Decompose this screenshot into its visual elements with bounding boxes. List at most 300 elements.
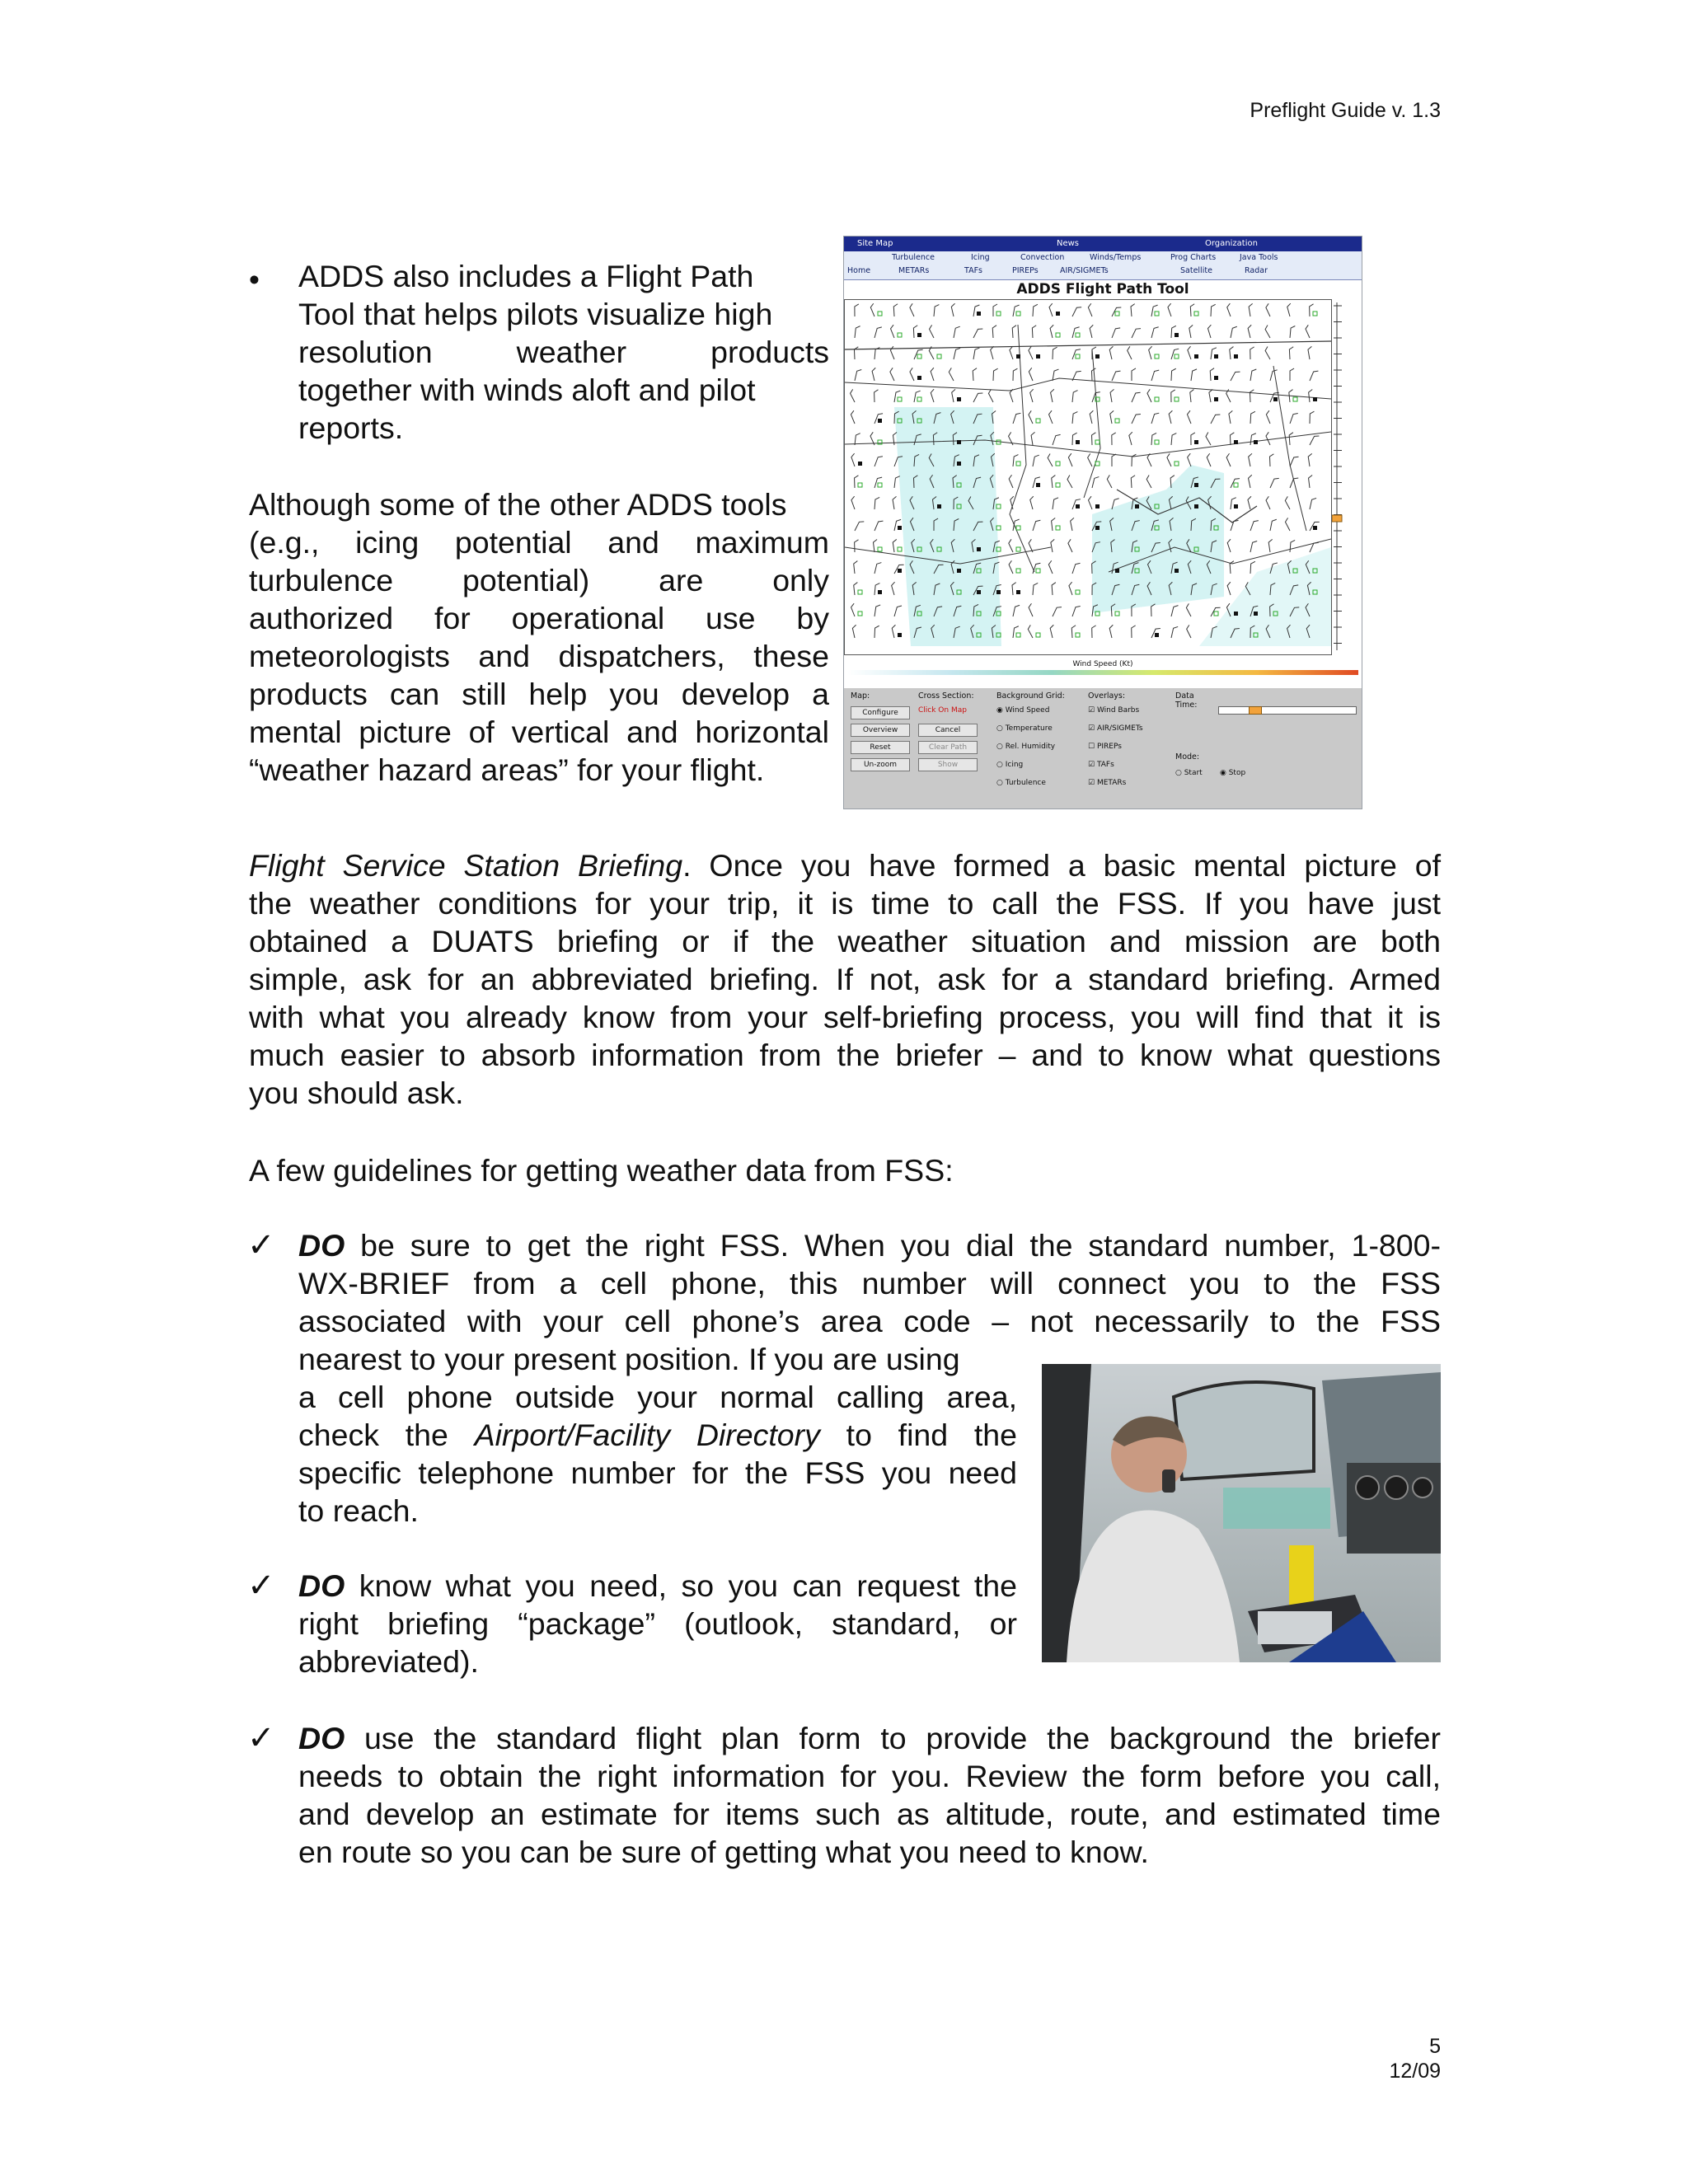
station-marker xyxy=(1076,440,1080,444)
wind-barb xyxy=(1028,603,1037,616)
wind-barb xyxy=(1185,625,1194,638)
fss-briefing-first-line: . Once you have formed a basic mental picture of xyxy=(682,848,1441,883)
wind-barb xyxy=(1087,496,1095,509)
bullet-glyph: • xyxy=(249,263,260,297)
station-marker xyxy=(878,547,882,551)
station-marker xyxy=(1234,483,1238,487)
cancel-button[interactable]: Cancel xyxy=(918,724,978,737)
wind-barb xyxy=(1072,562,1081,575)
wind-barb xyxy=(1205,433,1215,445)
mode-label: Mode: xyxy=(1175,752,1200,762)
text-line xyxy=(298,1226,1441,1264)
wind-barb xyxy=(951,303,958,316)
wind-barb xyxy=(1072,605,1081,618)
text-line: with what you already know from your self-briefing process, you will find that it is xyxy=(249,1000,1441,1034)
text-line: simple, ask for an abbreviated briefing. If not, ask for a standard briefing. Armed xyxy=(249,962,1441,996)
data-time-label: Data Time: xyxy=(1175,691,1198,710)
wind-barb xyxy=(1013,412,1020,425)
station-marker xyxy=(1115,312,1119,316)
wind-barb xyxy=(1131,476,1136,488)
station-marker xyxy=(1194,440,1198,444)
wind-barb xyxy=(1308,476,1314,488)
overlay-option[interactable]: ☑ METARs xyxy=(1088,779,1127,787)
station-marker xyxy=(878,312,882,316)
wind-barb xyxy=(992,326,997,338)
wind-barb xyxy=(855,540,859,552)
wind-barb xyxy=(1171,368,1176,381)
wind-barb xyxy=(1226,539,1234,552)
text-line: right briefing “package” (outlook, standard, or xyxy=(298,1606,1017,1641)
wind-barb xyxy=(1126,346,1135,359)
wind-barb xyxy=(1231,370,1240,383)
checkmark-icon: ✓ xyxy=(247,1568,275,1604)
wind-barb xyxy=(1151,433,1156,445)
wind-barb xyxy=(1050,389,1057,402)
mode-option-label: Start xyxy=(1184,769,1203,777)
text-line: turbulence potential) are only xyxy=(249,563,829,598)
wind-barb xyxy=(1166,453,1175,466)
wind-barb xyxy=(1250,347,1254,359)
overview-button[interactable]: Overview xyxy=(851,724,910,737)
station-marker xyxy=(1254,440,1258,444)
station-marker xyxy=(1194,312,1198,316)
altitude-scale xyxy=(1332,299,1360,654)
text-line: meteorologists and dispatchers, these xyxy=(249,639,829,673)
wind-barb xyxy=(1013,604,1020,617)
wind-barb xyxy=(874,326,882,340)
altitude-selector[interactable] xyxy=(1332,515,1342,522)
wind-barb xyxy=(1211,413,1220,426)
station-marker xyxy=(996,590,1001,594)
checkmark-icon: ✓ xyxy=(247,1720,275,1756)
pilot-cell-phone-photo xyxy=(1042,1364,1441,1662)
station-marker xyxy=(1155,397,1159,401)
station-marker xyxy=(898,633,902,637)
wind-barb xyxy=(1106,475,1116,488)
wind-barb xyxy=(1131,304,1136,316)
wind-barb xyxy=(1068,582,1076,595)
station-marker xyxy=(1175,333,1179,337)
fss-briefing-lead: Flight Service Station Briefing xyxy=(249,848,683,883)
station-marker xyxy=(898,569,902,573)
adds-nav-site-map: Site Map xyxy=(857,239,893,248)
wind-barb xyxy=(1070,518,1076,531)
station-marker xyxy=(1234,354,1238,359)
overlay-option[interactable]: ☑ Wind Barbs xyxy=(1088,706,1140,715)
wind-barb xyxy=(1031,432,1037,445)
station-marker xyxy=(1056,483,1060,487)
station-marker xyxy=(957,462,961,466)
station-marker xyxy=(1056,526,1060,530)
wind-barb xyxy=(1008,475,1017,488)
wind-barb xyxy=(909,303,918,316)
wind-barb xyxy=(1013,368,1017,381)
wind-barb xyxy=(874,412,883,425)
footer xyxy=(1389,2034,1441,2083)
running-header: Preflight Guide v. 1.3 xyxy=(1250,99,1441,122)
wind-barb xyxy=(889,368,898,381)
do-label: DO xyxy=(298,1568,345,1603)
wind-barb xyxy=(893,496,898,509)
wind-barb xyxy=(1289,347,1294,359)
wind-barb xyxy=(973,391,982,405)
adds-tab: Turbulence xyxy=(892,253,935,262)
wind-barb xyxy=(1067,476,1076,488)
item-text: know what you need, so you can request the xyxy=(345,1568,1017,1603)
wind-barb xyxy=(851,496,859,509)
wind-barb xyxy=(1027,625,1037,638)
wind-barb xyxy=(1310,497,1316,510)
station-marker xyxy=(1273,397,1278,401)
station-marker xyxy=(858,590,862,594)
station-marker xyxy=(1095,526,1100,530)
wind-barb xyxy=(1109,625,1115,638)
wind-barb xyxy=(1013,626,1019,639)
text-line: resolution weather products xyxy=(298,335,829,369)
wind-barb xyxy=(1191,368,1197,382)
wind-barb xyxy=(1048,303,1057,316)
do-item-right-fss xyxy=(298,1226,1441,1340)
wind-barb xyxy=(1132,368,1136,381)
wind-barb xyxy=(871,368,878,381)
wind-barb xyxy=(1167,303,1175,316)
text-line: specific telephone number for the FSS you need xyxy=(298,1455,1017,1490)
overlays-label: Overlays: xyxy=(1088,691,1126,701)
station-marker xyxy=(1214,397,1218,401)
wind-barb xyxy=(1171,604,1178,617)
click-on-map-text: Click On Map xyxy=(918,706,967,715)
wind-barb xyxy=(1151,369,1159,382)
station-marker xyxy=(858,462,862,466)
adds-tab: Icing xyxy=(971,253,990,262)
station-marker xyxy=(1175,354,1179,359)
wind-barb xyxy=(1146,453,1156,466)
wind-barb xyxy=(987,389,996,402)
wind-barb xyxy=(1028,346,1037,359)
checkmark-icon: ✓ xyxy=(247,1227,275,1263)
wind-barb xyxy=(1013,454,1018,466)
item-text: check the xyxy=(298,1418,475,1452)
station-marker xyxy=(957,569,961,573)
station-marker xyxy=(898,526,902,530)
station-marker xyxy=(1036,354,1040,359)
station-marker xyxy=(1036,419,1040,423)
adds-tab: METARs xyxy=(898,266,930,275)
wind-barb xyxy=(1269,454,1274,466)
station-marker xyxy=(1293,397,1297,401)
text-line: “weather hazard areas” for your flight. xyxy=(249,752,765,787)
mode-option-label: Stop xyxy=(1228,769,1246,777)
station-marker xyxy=(858,612,862,616)
wind-barb xyxy=(1206,453,1215,466)
wind-barb xyxy=(851,453,859,466)
wind-barb xyxy=(934,304,939,316)
adds-tools-paragraph xyxy=(249,485,829,789)
wind-barb xyxy=(1009,346,1017,359)
configure-button[interactable]: Configure xyxy=(851,706,910,719)
overlay-option-label: Wind Barbs xyxy=(1096,706,1140,715)
show-button[interactable]: Show xyxy=(918,758,978,771)
wind-barb xyxy=(1284,496,1294,509)
station-marker xyxy=(1175,569,1179,573)
wind-barb-map-graphic xyxy=(845,300,1331,654)
station-marker xyxy=(1016,633,1020,637)
adds-tab: Winds/Temps xyxy=(1090,253,1142,262)
station-marker xyxy=(1016,354,1020,359)
wind-barb xyxy=(1067,453,1076,466)
grid-option-label: Turbulence xyxy=(1005,779,1046,787)
wind-barb xyxy=(874,497,879,509)
station-marker xyxy=(1214,376,1218,380)
wind-barb xyxy=(1092,476,1099,489)
wind-barb xyxy=(1146,475,1156,488)
wind-barb xyxy=(1189,325,1195,338)
text-line: abbreviated). xyxy=(298,1644,479,1679)
wind-barb xyxy=(1265,496,1274,509)
text-line: Tool that helps pilots visualize high xyxy=(298,297,773,331)
wind-barb xyxy=(1033,519,1040,532)
station-marker xyxy=(1076,590,1080,594)
wind-barb xyxy=(1048,410,1056,424)
text-line xyxy=(298,1719,1441,1757)
adds-tab: Satellite xyxy=(1180,266,1212,275)
adds-tool-title: ADDS Flight Path Tool xyxy=(1016,281,1189,298)
wind-barb xyxy=(1310,411,1314,424)
station-marker xyxy=(1095,504,1100,509)
altitude-scale-graphic xyxy=(1332,299,1360,654)
wind-barb xyxy=(928,325,937,338)
data-time-slider[interactable] xyxy=(1218,706,1357,715)
wind-barb xyxy=(1270,369,1278,382)
wind-barb xyxy=(1132,626,1136,638)
wind-barb xyxy=(1087,303,1095,316)
station-marker xyxy=(878,590,882,594)
station-marker xyxy=(1135,504,1139,509)
data-time-slider-handle[interactable] xyxy=(1249,706,1262,715)
station-marker xyxy=(878,483,882,487)
station-marker xyxy=(1115,612,1119,616)
station-marker xyxy=(1313,526,1317,530)
station-marker xyxy=(1076,633,1080,637)
grid-option[interactable]: ○ Icing xyxy=(996,761,1024,769)
wind-barb xyxy=(1048,560,1056,574)
wind-barb xyxy=(1008,560,1017,574)
wind-barb xyxy=(1148,346,1156,359)
wind-barb xyxy=(973,368,978,381)
station-marker xyxy=(917,354,921,359)
wind-barb xyxy=(1250,540,1257,553)
wind-barb xyxy=(973,327,982,340)
grid-option[interactable]: ○ Temperature xyxy=(996,724,1053,733)
wind-barb xyxy=(1132,326,1141,340)
wind-barb xyxy=(954,326,960,339)
wind-barb xyxy=(1250,390,1254,402)
station-marker xyxy=(1234,440,1238,444)
adds-tab: PIREPs xyxy=(1012,266,1039,275)
wind-barb xyxy=(1072,390,1078,402)
station-marker xyxy=(878,419,882,423)
wind-barb xyxy=(1231,519,1239,532)
station-marker xyxy=(1194,354,1198,359)
wind-barb xyxy=(1211,606,1221,619)
wind-barb xyxy=(1310,369,1318,382)
text-line: a cell phone outside your normal calling area, xyxy=(298,1380,1017,1414)
station-marker xyxy=(1254,612,1258,616)
mode-option[interactable]: ○ Start xyxy=(1175,769,1203,777)
station-marker xyxy=(996,312,1001,316)
wind-barb xyxy=(948,368,958,381)
adds-control-panel xyxy=(844,688,1362,808)
background-grid-label: Background Grid: xyxy=(996,691,1065,701)
wind-barb xyxy=(1086,453,1095,466)
wind-barb xyxy=(1151,326,1159,340)
wind-barb xyxy=(1053,434,1061,447)
station-marker xyxy=(1016,526,1020,530)
text-line xyxy=(298,1416,1017,1454)
wind-barb xyxy=(1207,325,1215,338)
wind-barb xyxy=(973,347,979,360)
mode-option[interactable]: ◉ Stop xyxy=(1220,769,1246,777)
wind-barb xyxy=(1112,369,1120,382)
text-line: needs to obtain the right information for you. Review the form before you call, xyxy=(298,1759,1441,1793)
station-marker xyxy=(1056,333,1060,337)
wind-barb xyxy=(855,304,859,316)
grid-option[interactable]: ○ Turbulence xyxy=(996,779,1046,787)
wind-barb xyxy=(1290,412,1298,425)
wind-barb xyxy=(1151,604,1156,616)
station-marker xyxy=(1194,483,1198,487)
wind-barb xyxy=(870,303,878,316)
station-marker xyxy=(1175,397,1179,401)
wind-barb xyxy=(1012,326,1017,338)
wind-barb xyxy=(874,561,881,574)
wind-barb xyxy=(1265,303,1274,316)
wind-barb xyxy=(1308,390,1314,402)
wind-barb xyxy=(1305,325,1314,338)
wind-barb xyxy=(930,389,937,402)
wind-barb xyxy=(1226,453,1235,466)
grid-option[interactable]: ○ Rel. Humidity xyxy=(996,743,1056,751)
grid-option[interactable]: ◉ Wind Speed xyxy=(996,706,1050,715)
text-line: reports. xyxy=(298,410,404,445)
adds-tab: Java Tools xyxy=(1240,253,1278,262)
wind-barb xyxy=(1268,539,1274,552)
item-text: to find the xyxy=(819,1418,1018,1452)
station-marker xyxy=(1234,612,1238,616)
wind-barb xyxy=(1231,326,1237,339)
station-marker xyxy=(1214,612,1218,616)
wind-barb xyxy=(1250,411,1255,424)
station-marker xyxy=(1036,569,1040,573)
wind-barb xyxy=(1033,583,1038,595)
wind-barb xyxy=(850,603,858,616)
text-line: obtained a DUATS briefing or if the weather situation and mission are both xyxy=(249,924,1441,958)
wind-barb xyxy=(1171,626,1178,639)
wind-barb xyxy=(1053,347,1057,359)
text-line: together with winds aloft and pilot xyxy=(298,373,756,407)
station-marker xyxy=(1016,462,1020,466)
adds-tab: Prog Charts xyxy=(1170,253,1217,262)
overlay-option[interactable]: ☐ PIREPs xyxy=(1088,743,1122,751)
wind-barb xyxy=(1171,433,1176,445)
wind-barb xyxy=(1028,368,1036,381)
do-item-flight-plan-form xyxy=(298,1719,1441,1871)
station-marker xyxy=(1056,312,1060,316)
station-marker xyxy=(1155,312,1159,316)
wind-barb xyxy=(1264,325,1274,338)
wind-barb xyxy=(1132,391,1141,404)
wind-barb xyxy=(1249,303,1254,316)
wind-barb xyxy=(1247,496,1254,509)
station-marker xyxy=(1313,397,1317,401)
wind-barb xyxy=(1289,433,1294,445)
adds-tab-bar xyxy=(844,251,1362,280)
station-marker xyxy=(937,354,941,359)
station-marker xyxy=(977,590,981,594)
pilot-in-cockpit-image xyxy=(1042,1364,1441,1662)
station-marker xyxy=(1076,504,1080,509)
station-marker xyxy=(1175,462,1179,466)
text-line: mental picture of vertical and horizontal xyxy=(249,715,829,749)
text-line xyxy=(298,1567,1017,1605)
item-text: be sure to get the right FSS. When you dial the standard number, 1-800- xyxy=(345,1228,1441,1263)
wind-barb xyxy=(1248,475,1254,488)
wind-barb xyxy=(1270,476,1279,490)
wind-barb xyxy=(1226,582,1235,595)
station-marker xyxy=(957,397,961,401)
wind-barb xyxy=(849,389,858,402)
overlay-option[interactable]: ☑ TAFs xyxy=(1088,761,1114,769)
overlay-option[interactable]: ☑ AIR/SIGMETs xyxy=(1088,724,1143,733)
unzoom-button[interactable]: Un-zoom xyxy=(851,758,910,771)
wind-barb xyxy=(1290,326,1295,338)
text-line: (e.g., icing potential and maximum xyxy=(249,525,829,560)
fss-briefing-paragraph xyxy=(249,846,1441,1112)
wind-barb xyxy=(1247,325,1254,338)
text-line: associated with your cell phone’s area code – not necessarily to the FSS xyxy=(298,1304,1441,1338)
wind-barb xyxy=(894,605,902,618)
station-marker xyxy=(917,376,921,380)
wind-barb xyxy=(889,325,898,338)
wind-barb xyxy=(1128,432,1136,445)
station-marker xyxy=(1095,354,1100,359)
wind-barb xyxy=(1053,497,1058,510)
wind-barb xyxy=(874,455,883,468)
wind-barb xyxy=(1187,453,1195,466)
station-marker xyxy=(1214,354,1218,359)
wind-barb xyxy=(1250,519,1259,532)
station-marker xyxy=(1076,333,1080,337)
text-line: to reach. xyxy=(298,1493,419,1528)
wind-barb xyxy=(874,390,879,402)
clear-path-button[interactable]: Clear Path xyxy=(918,741,978,754)
grid-option-label: Wind Speed xyxy=(1005,706,1050,715)
wind-barb xyxy=(1053,605,1062,618)
wind-barb xyxy=(1112,326,1120,340)
wind-barb xyxy=(1090,410,1096,424)
station-marker xyxy=(1056,462,1060,466)
wind-barb xyxy=(990,346,997,359)
text-line: en route so you can be sure of getting what you need to know. xyxy=(298,1835,1149,1869)
wind-barb xyxy=(951,389,958,402)
do-label: DO xyxy=(298,1721,345,1755)
reset-button[interactable]: Reset xyxy=(851,741,910,754)
station-marker xyxy=(1076,354,1080,359)
wind-barb xyxy=(853,561,859,574)
text-line: Although some of the other ADDS tools xyxy=(249,487,787,522)
wind-barb xyxy=(954,347,960,360)
grid-option-label: Rel. Humidity xyxy=(1005,743,1056,751)
